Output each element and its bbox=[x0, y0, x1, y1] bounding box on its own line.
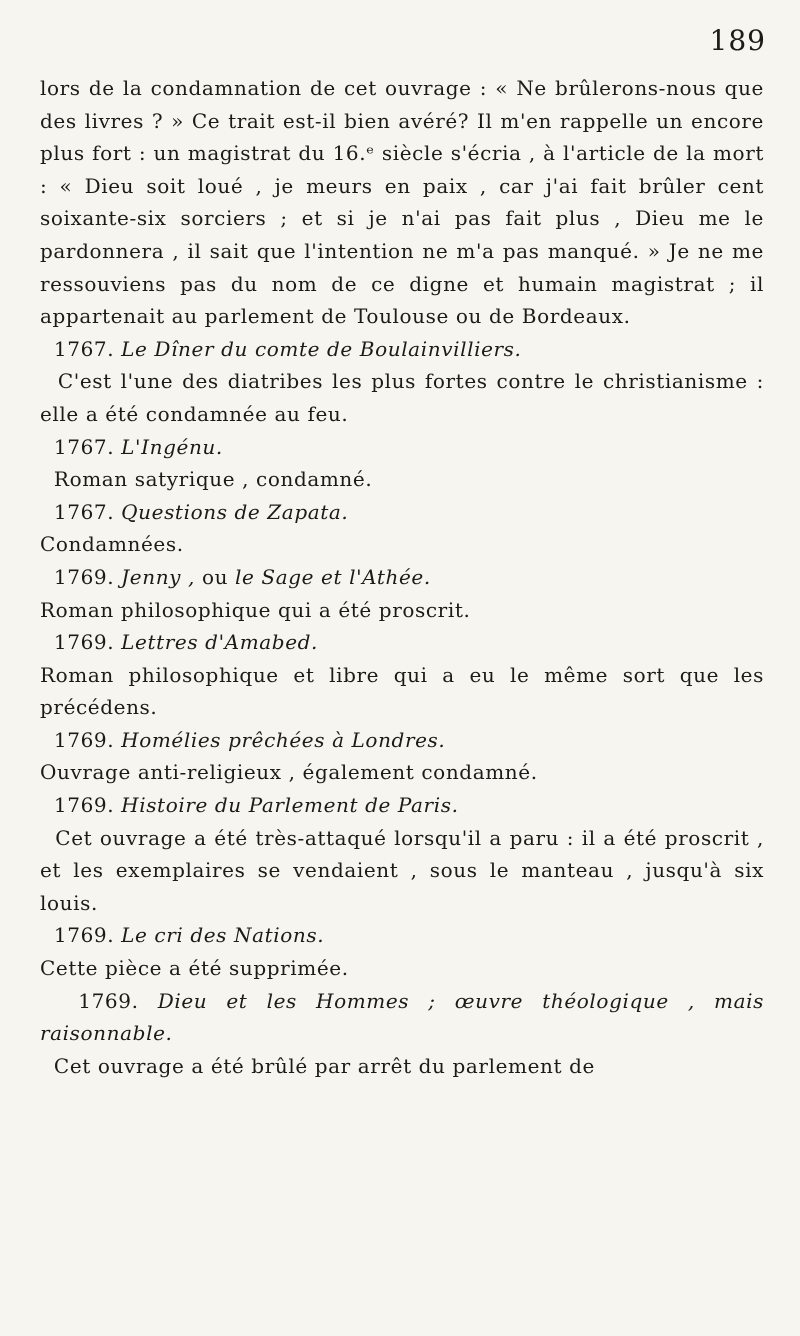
entry-heading bbox=[40, 431, 764, 464]
entry-description: Ouvrage anti-religieux , également condamné. bbox=[40, 760, 538, 785]
entry-year: 1769. bbox=[53, 793, 115, 818]
entry-year: 1769. bbox=[53, 727, 115, 752]
entry-year: 1769. bbox=[53, 564, 115, 589]
entry-heading bbox=[40, 919, 764, 952]
entry-lettres-amabed bbox=[40, 626, 764, 724]
entry-title-second: le Sage et l'Athée. bbox=[235, 564, 431, 589]
entry-dieu-hommes bbox=[40, 985, 764, 1083]
entry-title: Lettres d'Amabed. bbox=[121, 630, 318, 655]
entry-title: Le cri des Nations. bbox=[121, 923, 325, 948]
entry-year: 1767. bbox=[53, 336, 115, 361]
entry-heading bbox=[40, 985, 764, 1050]
entry-title: Homélies prêchées à Londres. bbox=[121, 727, 446, 752]
entry-year: 1769. bbox=[53, 630, 115, 655]
entry-description: Cet ouvrage a été brûlé par arrêt du parlement de bbox=[53, 1053, 595, 1078]
entry-description: Cet ouvrage a été très-attaqué lorsqu'il a paru : il a été proscrit , et les exemplaires se vendaient , sous le manteau , jusqu'à six louis. bbox=[40, 825, 765, 915]
entry-heading bbox=[40, 333, 764, 366]
entry-ingenu bbox=[40, 431, 764, 496]
entry-heading bbox=[40, 724, 764, 757]
entry-homelies bbox=[40, 724, 764, 789]
page-body bbox=[40, 72, 764, 1082]
page-number: 189 bbox=[709, 24, 766, 57]
entry-year: 1767. bbox=[53, 499, 115, 524]
entry-dinner-boulainvilliers bbox=[40, 333, 764, 431]
entry-heading bbox=[40, 626, 764, 659]
entry-heading bbox=[40, 496, 764, 529]
entry-cri-nations bbox=[40, 919, 764, 984]
entry-description: Roman philosophique et libre qui a eu le même sort que les précédens. bbox=[40, 662, 764, 720]
entry-year: 1769. bbox=[53, 923, 115, 948]
entry-description: Cette pièce a été supprimée. bbox=[40, 956, 349, 981]
entry-heading bbox=[40, 789, 764, 822]
entry-title: Dieu et les Hommes ; œuvre théologique , mais raisonnable. bbox=[40, 988, 764, 1046]
entry-histoire-parlement bbox=[40, 789, 764, 919]
entry-jenny bbox=[40, 561, 764, 626]
entry-year: 1769. bbox=[78, 988, 139, 1013]
entry-description: Roman satyrique , condamné. bbox=[53, 467, 373, 492]
entry-title: Jenny , bbox=[121, 564, 195, 589]
entry-title: Le Dîner du comte de Boulainvilliers. bbox=[121, 336, 522, 361]
entry-description: Roman philosophique qui a été proscrit. bbox=[40, 597, 471, 622]
entry-heading bbox=[40, 561, 764, 594]
entry-title: L'Ingénu. bbox=[121, 434, 223, 459]
entry-title: Histoire du Parlement de Paris. bbox=[121, 793, 459, 818]
entry-description: C'est l'une des diatribes les plus fortes contre le christianisme : elle a été condamnée au feu. bbox=[40, 369, 764, 426]
entry-description: Condamnées. bbox=[40, 532, 184, 557]
entry-title-connector: ou bbox=[195, 564, 236, 589]
entry-questions-zapata bbox=[40, 496, 764, 561]
entry-title: Questions de Zapata. bbox=[121, 499, 349, 524]
entry-year: 1767. bbox=[53, 434, 115, 459]
intro-paragraph: lors de la condamnation de cet ouvrage : « Ne brûlerons-nous que des livres ? » Ce trait est-il bien avéré? Il m'en rappelle un encore plus fort : un magistrat du 16.ᵉ siècle s'écria , à l'article de la mort : « Dieu soit loué , je meurs en paix , car j'ai fait brûler cent soixante-six sorciers ; et si je n'ai pas fait plus , Dieu me le pardonnera , il sait que l'intention ne m'a pas manqué. » Je ne me ressouviens pas du nom de ce digne et humain magistrat ; il appartenait au parlement de Toulouse ou de Bordeaux. bbox=[40, 76, 764, 329]
